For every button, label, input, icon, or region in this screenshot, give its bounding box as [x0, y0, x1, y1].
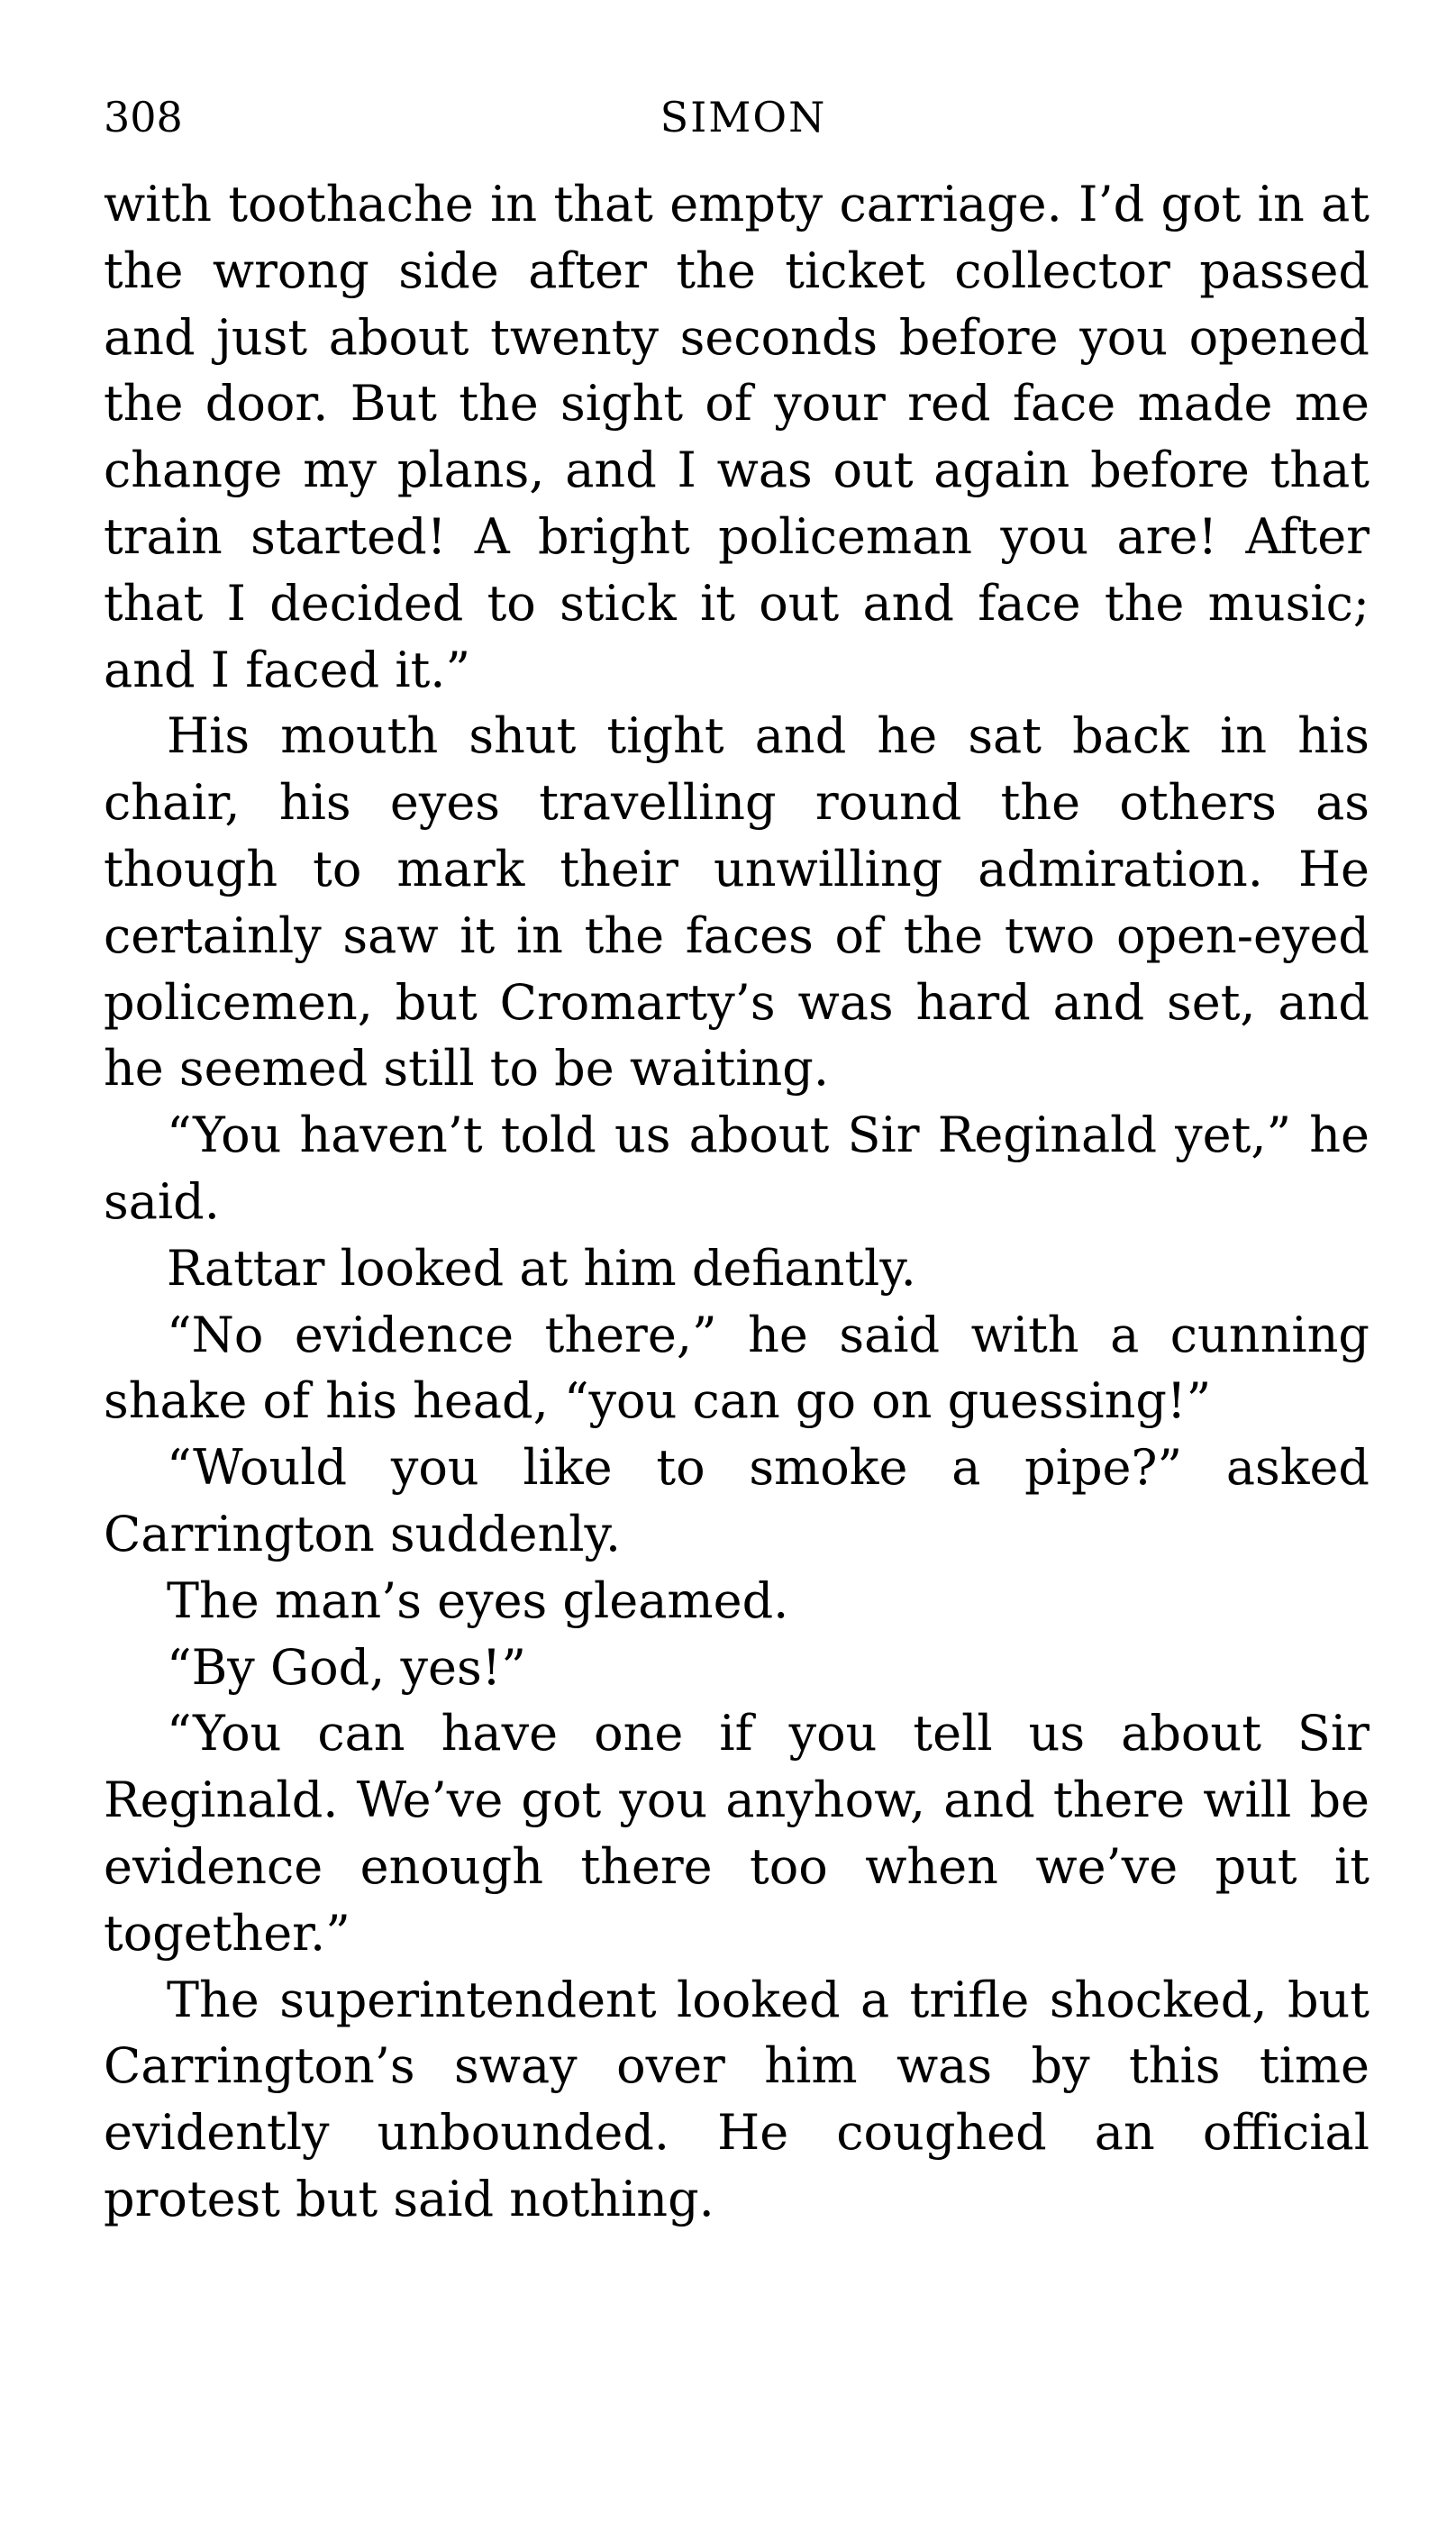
body-text [104, 171, 1370, 2233]
page-number: 308 [104, 93, 183, 141]
paragraph: “No evidence there,” he said with a cunning shake of his head, “you can go on guessing!” [104, 1306, 1370, 1430]
paragraph: The man’s eyes gleamed. [167, 1571, 789, 1629]
paragraph: The superintendent looked a trifle shocked, but Carrington’s sway over him was by this time evidently unbounded. He coughed an official protest but said nothing. [104, 1971, 1370, 2227]
paragraph: Rattar looked at him defiantly. [167, 1239, 916, 1297]
running-title: SIMON [660, 93, 827, 141]
paragraph: “You can have one if you tell us about Sir Reginald. We’ve got you anyhow, and there will be evidence enough there too when we’ve put it together.” [104, 1705, 1370, 1962]
paragraph: with toothache in that empty carriage. I’d got in at the wrong side after the ticket collector passed and just about twenty seconds before you opened the door. But the sight of your red face made me change my plans, and I was out again before that train started! A bright policeman you are! After that I decided to stick it out and face the music; and I faced it.” [104, 176, 1370, 698]
paragraph: “You haven’t told us about Sir Reginald yet,” he said. [104, 1107, 1370, 1230]
paragraph: “By God, yes!” [167, 1638, 526, 1696]
paragraph: His mouth shut tight and he sat back in his chair, his eyes travelling round the others as though to mark their unwilling admiration. He certainly saw it in the faces of the two open-eyed policemen, but Cromarty’s was hard and set, and he seemed still to be waiting. [104, 707, 1370, 1097]
running-head [104, 86, 1383, 149]
paragraph: “Would you like to smoke a pipe?” asked Carrington suddenly. [104, 1439, 1370, 1562]
